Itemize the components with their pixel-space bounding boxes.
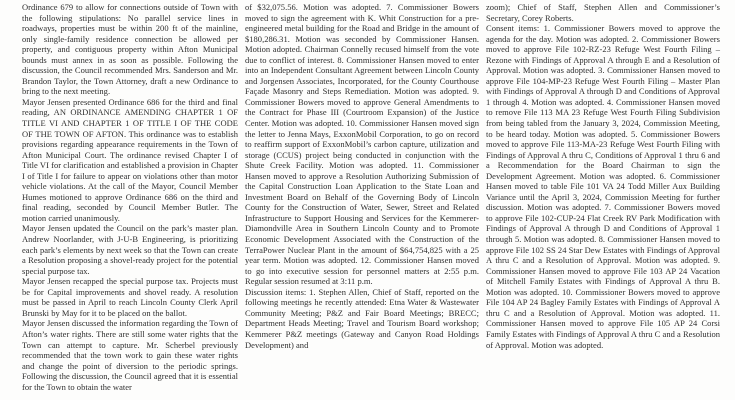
text-columns [22,2,720,392]
paragraph: zoom); Chief of Staff, Stephen Allen and Commissioner’s Secretary, Corey Roberts. [486,2,720,23]
paragraph: Mayor Jensen updated the Council on the park’s master plan. Andrew Noorlander, with J-U-B Engineering, is prioritizing each park’s elements by next week so that the Town can create a Resolution proposing a shovel-ready project for the potential special purpose tax. [22,223,238,276]
text-column-3 [486,2,720,392]
paragraph: Mayor Jensen presented Ordinance 686 for the third and final reading, AN ORDINANCE AMENDING CHAPTER 1 OF TITLE VI AND CHAPTER 1 OF TITLE I OF THE CODE OF THE TOWN OF AFTON. This ordinance was to establish provisions regarding appearance requirements in the Town of Afton Municipal Court. The ordinance revised Chapter I of Title VI for clarification and established a provision in Chapter I of Title I for failure to appear on violations other than motor vehicle violations. At the call of the Mayor, Council Member Humes motioned to approve Ordinance 686 on the third and final reading, seconded by Council Member Butler. The motion carried unanimously. [22,96,238,223]
paragraph: Ordinance 679 to allow for connections outside of Town with the following stipulations: No parallel service lines in roadways, properties must be within 200 ft of the mainline, only single-family residence connection be allowed per property, and contiguous property within Afton Municipal bounds must annex in as soon as possible. Following the discussion, the Council recommended Mrs. Sanderson and Mr. Brandon Taylor, the Town Attorney, draft a new Ordinance to bring to the next meeting. [22,2,238,97]
paragraph: Consent items: 1. Commissioner Bowers moved to approve the agenda for the day. Motion was adopted. 2. Commissioner Bowers moved to approve File 102-RZ-23 Refuge West Fourth Filing – Rezone with Findings of Approval A through E and a Resolution of Approval. Motion was adopted. 3. Commissioner Hansen moved to approve File 104-MP-23 Refuge West Fourth Filing – Master Plan with Findings of Approval A through D and Conditions of Approval 1 through 4. Motion was adopted. 4. Commissioner Hansen moved to remove File 113 MA 23 Refuge West Fourth Filing Subdivision from being tabled from the January 3, 2024, Commission Meeting, to be heard today. Motion was adopted. 5. Commissioner Bowers moved to approve File 113-MA-23 Refuge West Fourth Filing with Findings of Approval A thru C, Conditions of Approval 1 thru 6 and a Recommendation for the Board Chairman to sign the Development Agreement. Motion was adopted. 6. Commissioner Hansen moved to table File 101 VA 24 Todd Miller Aux Building Variance until the April 3, 2024, Commission Meeting for further discussion. Motion was adopted. 7. Commissioner Bowers moved to approve File 102-CUP-24 Flat Creek RV Park Modification with Findings of Approval A through D and Conditions of Approval 1 through 5. Motion was adopted. 8. Commissioner Hansen moved to approve File 102 SS 24 Star Dew Estates with Findings of Approval A thru C and a Resolution of Approval. Motion was adopted. 9. Commissioner Hansen moved to approve File 103 AP 24 Vacation of Mitchell Family Estates with Findings of Approval A thru B. Motion was adopted. 10. Commissioner Bowers moved to approve File 104 AP 24 Bagley Family Estates with Findings of Approval A thru C and a Resolution of Approval. Motion was adopted. 11. Commissioner Hansen moved to approve File 105 AP 24 Corsi Family Estates with Findings of Approval A thru C and a Resolution of Approval. Motion was adopted. [486,23,720,350]
text-column-1 [22,2,238,392]
paragraph: of $32,075.56. Motion was adopted. 7. Commissioner Bowers moved to sign the agreement with K. Whit Construction for a pre-engineered metal building for the Road and Bridge in the amount of $180,286.31. Motion was seconded by Commissioner Hansen. Motion adopted. Chairman Connelly recused himself from the vote due to conflict of interest. 8. Commissioner Hansen moved to enter into an Independent Consultant Agreement between Lincoln County and Jorgensen Associates, Incorporated, for the County Courthouse Façade Masonry and Steps Remediation. Motion was adopted. 9. Commissioner Bowers moved to approve General Amendments to the Contract for Phase III (Courtroom Expansion) of the Justice Center. Motion was adopted. 10. Commissioner Hansen moved sign the letter to Jenna Mays, ExxonMobil Corporation, to go on record to reaffirm support of ExxonMobil’s carbon capture, utilization and storage (CCUS) project being conducted in conjunction with the Shute Creek Facility. Motion was adopted. 11. Commissioner Hansen moved to approve a Resolution Authorizing Submission of the Capital Construction Loan Application to the State Loan and Investment Board on Behalf of the Governing Body of Lincoln County for the Construction of Water, Sewer, Street and Related Infrastructure to Support Housing and Services for the Kemmerer-Diamondville Area in Southern Lincoln County and to Promote Economic Development Associated with the Construction of the TerraPower Nuclear Plant in the amount of $64,754,825 with a 25 year term. Motion was adopted. 12. Commissioner Hansen moved to go into executive session for personnel matters at 2:55 p.m. Regular session resumed at 3:11 p.m. [245,2,479,287]
text-column-2 [245,2,479,392]
paragraph: Mayor Jensen discussed the information regarding the Town of Afton’s water rights. There are still some water rights that the Town can attempt to capture. Mr. Scherbel previously recommended that the town work to gain these water rights and change the point of diversion to the periodic springs. Following the discussion, the Council agreed that it is essential for the Town to obtain the water [22,318,238,392]
paragraph: Discussion items: 1. Stephen Allen, Chief of Staff, reported on the following meetings he recently attended: Etna Water & Wastewater Community Meeting; P&Z and Fair Board Meetings; BRECC; Department Heads Meeting; Travel and Tourism Board workshop; Kemmerer P&Z meetings (Gateway and Canyon Road Holdings Development) and [245,286,479,350]
paragraph: Mayor Jensen recapped the special purpose tax. Projects must be for Capital improvements and shovel ready. A resolution must be passed in April to reach Lincoln County Clerk April Brunski by May for it to be placed on the ballot. [22,276,238,318]
